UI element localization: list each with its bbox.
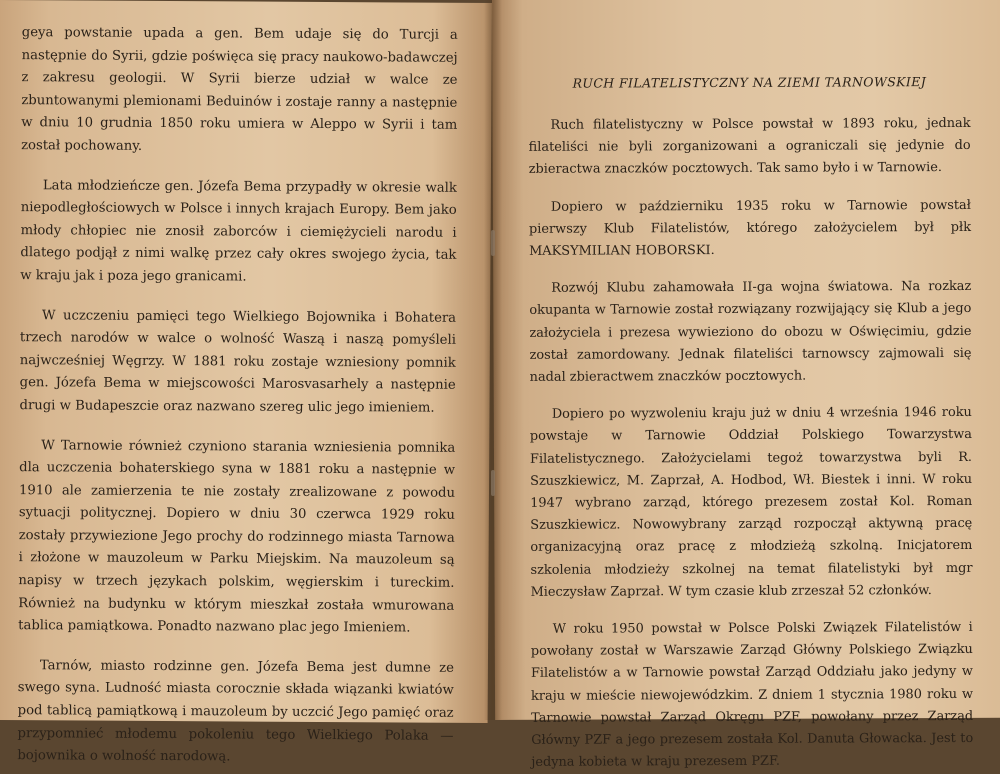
left-paragraph-3: W uczczeniu pamięci tego Wielkiego Bojownika i Bohatera trzech narodów w walce o wolność Waszą i naszą pomyśleli najwcześniej Węgrzy. W 1881 roku zostaje wzniesiony pomnik gen. Józefa Bema w miejscowości Marosvasarhely a następnie drugi w Budapeszcie oraz nazwano szereg ulic jego imieniem.	[19, 307, 457, 416]
binding-staple	[491, 230, 495, 256]
right-paragraph-3: Rozwój Klubu zahamowała II-ga wojna światowa. Na rozkaz okupanta w Tarnowie został rozwiązany rozwijający się Klub a jego założyciela i prezesa wywieziono do obozu w Oświęcimiu, gdzie został zamordowany. Jednak filateliści tarnowscy zajmowali się nadal zbieractwem znaczków pocztowych.	[529, 279, 972, 385]
section-title: RUCH FILATELISTYCZNY NA ZIEMI TARNOWSKIEJ	[572, 74, 927, 91]
binding-staple	[491, 470, 495, 496]
right-paragraph-2: Dopiero w październiku 1935 roku w Tarnowie powstał pierwszy Klub Filatelistów, którego założycielem był płk MAKSYMILIAN HOBORSKI.	[528, 197, 972, 259]
left-paragraph-5: Tarnów, miasto rodzinne gen. Józefa Bema jest dumne ze swego syna. Ludność miasta corocznie składa wiązanki kwiatów pod tablicą pamiątkową i mauzoleum by uczcić Jego pamięć oraz przypomnieć młodemu pokoleniu tego Wielkiego Polaka — bojownika o wolność narodową.	[17, 658, 454, 765]
right-paragraph-4: Dopiero po wyzwoleniu kraju już w dniu 4 września 1946 roku powstaje w Tarnowie Oddział Polskiego Towarzystwa Filatelistycznego. Założycielami tegoż towarzystwa byli R. Szuszkiewicz, M. Zaprzał, A. Hodbod, Wł. Biestek i inni. W roku 1947 wybrano zarząd, którego prezesem został Kol. Roman Szuszkiewicz. Nowowybrany zarząd rozpoczął aktywną pracę organizacyjną oraz pracę z młodzieżą szkolną. Inicjatorem szkolenia młodzieży szkolnej na temat filatelistyki był mgr Mieczysław Zaprzał. W tym czasie klub zrzeszał 52 członków.	[529, 405, 973, 600]
left-paragraph-1: geya powstanie upada a gen. Bem udaje się do Turcji a następnie do Syrii, gdzie poświęca się pracy naukowo-badawczej z zakresu geologii. W Syrii bierze udział w walce ze zbuntowanymi plemionami Beduinów i zostaje ranny a następnie w dniu 10 grudnia 1850 roku umiera w Aleppo w Syrii i tam został pochowany.	[21, 25, 458, 154]
right-paragraph-1: Ruch filatelistyczny w Polsce powstał w 1893 roku, jednak filateliści nie byli zorganizowani a ograniczali się jedynie do zbieractwa znaczków pocztowych. Tak samo było i w Tarnowie.	[528, 115, 971, 178]
right-paragraph-5: W roku 1950 powstał w Polsce Polski Związek Filatelistów i powołany został w Warszawie Zarząd Główny Polskiego Związku Filatelistów a w Tarnowie powstał Zarząd Oddziału jako jedyny w kraju w mieście niewojewódzkim. Z dniem 1 stycznia 1980 roku w Tarnowie powstał Zarząd Okręgu PZF, powołany przez Zarząd Główny PZF a jego prezesem została Kol. Danuta Głowacka. Jest to jedyna kobieta w kraju prezesem PZF.	[530, 619, 974, 771]
left-paragraph-4: W Tarnowie również czyniono starania wzniesienia pomnika dla uczczenia bohaterskiego syna w 1881 roku a następnie w 1910 ale zamierzenia te nie zostały zrealizowane z powodu sytuacji politycznej. Dopiero w dniu 30 czerwca 1929 roku zostały przywiezione Jego prochy do rodzinnego miasta Tarnowa i złożone w mauzoleum w Parku Miejskim. Na mauzoleum są napisy w trzech językach polskim, węgierskim i tureckim. Również na budynku w którym mieszkał została wmurowana tablica pamiątkowa. Ponadto nazwano plac jego Imieniem.	[18, 437, 456, 636]
left-paragraph-2: Lata młodzieńcze gen. Józefa Bema przypadły w okresie walk niepodległościowych w Polsce i innych krajach Europy. Bem jako młody chłopiec nie znosił zaborców i ciemiężycieli narodu i dlatego podjął z nimi walkę przez cały okres swojego życia, tak w kraju jak i poza jego granicami.	[20, 177, 457, 285]
right-page	[492, 0, 1000, 771]
left-page	[0, 0, 492, 765]
